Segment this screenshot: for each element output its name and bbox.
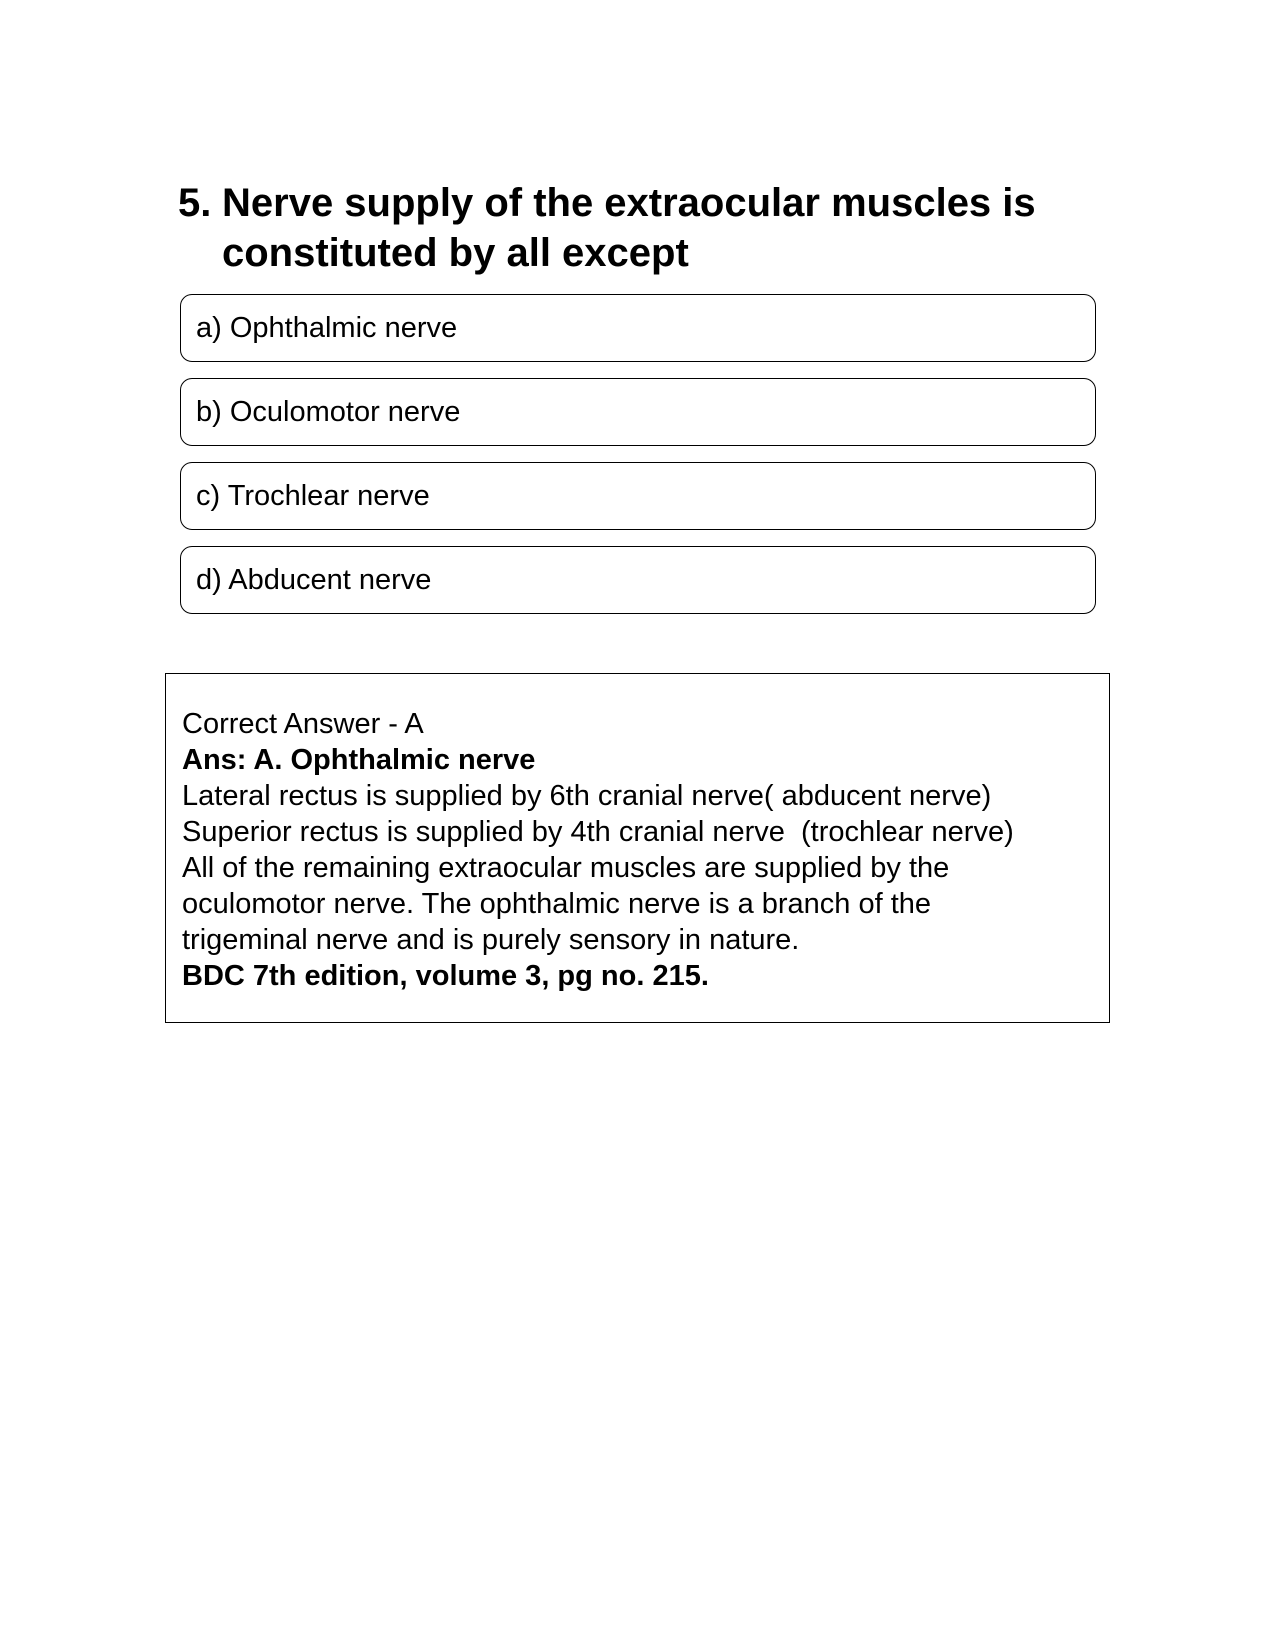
explanation-line: All of the remaining extraocular muscles are supplied by the bbox=[182, 852, 950, 884]
explanation-line: Lateral rectus is supplied by 6th cranial nerve( abducent nerve) bbox=[182, 780, 992, 812]
option-label: b) Oculomotor nerve bbox=[196, 395, 461, 428]
correct-answer-line: Correct Answer - A bbox=[182, 708, 424, 740]
option-d[interactable] bbox=[180, 546, 1096, 614]
option-a[interactable] bbox=[180, 294, 1096, 362]
question-number: 5. bbox=[178, 181, 212, 225]
option-b[interactable] bbox=[180, 378, 1096, 446]
option-label: c) Trochlear nerve bbox=[196, 479, 430, 512]
option-label: d) Abducent nerve bbox=[196, 563, 432, 596]
explanation-line: Superior rectus is supplied by 4th cranial nerve (trochlear nerve) bbox=[182, 816, 1014, 848]
explanation-line: oculomotor nerve. The ophthalmic nerve is a branch of the bbox=[182, 888, 932, 920]
answer-heading: Ans: A. Ophthalmic nerve bbox=[182, 744, 536, 776]
answer-explanation-box bbox=[165, 673, 1110, 1023]
reference-line: BDC 7th edition, volume 3, pg no. 215. bbox=[182, 960, 709, 992]
explanation-line: trigeminal nerve and is purely sensory in nature. bbox=[182, 924, 800, 956]
question-text: Nerve supply of the extraocular muscles is constituted by all except bbox=[222, 181, 1036, 275]
option-c[interactable] bbox=[180, 462, 1096, 530]
option-label: a) Ophthalmic nerve bbox=[196, 311, 458, 344]
options-list bbox=[180, 294, 1096, 630]
question-heading bbox=[178, 178, 1098, 278]
